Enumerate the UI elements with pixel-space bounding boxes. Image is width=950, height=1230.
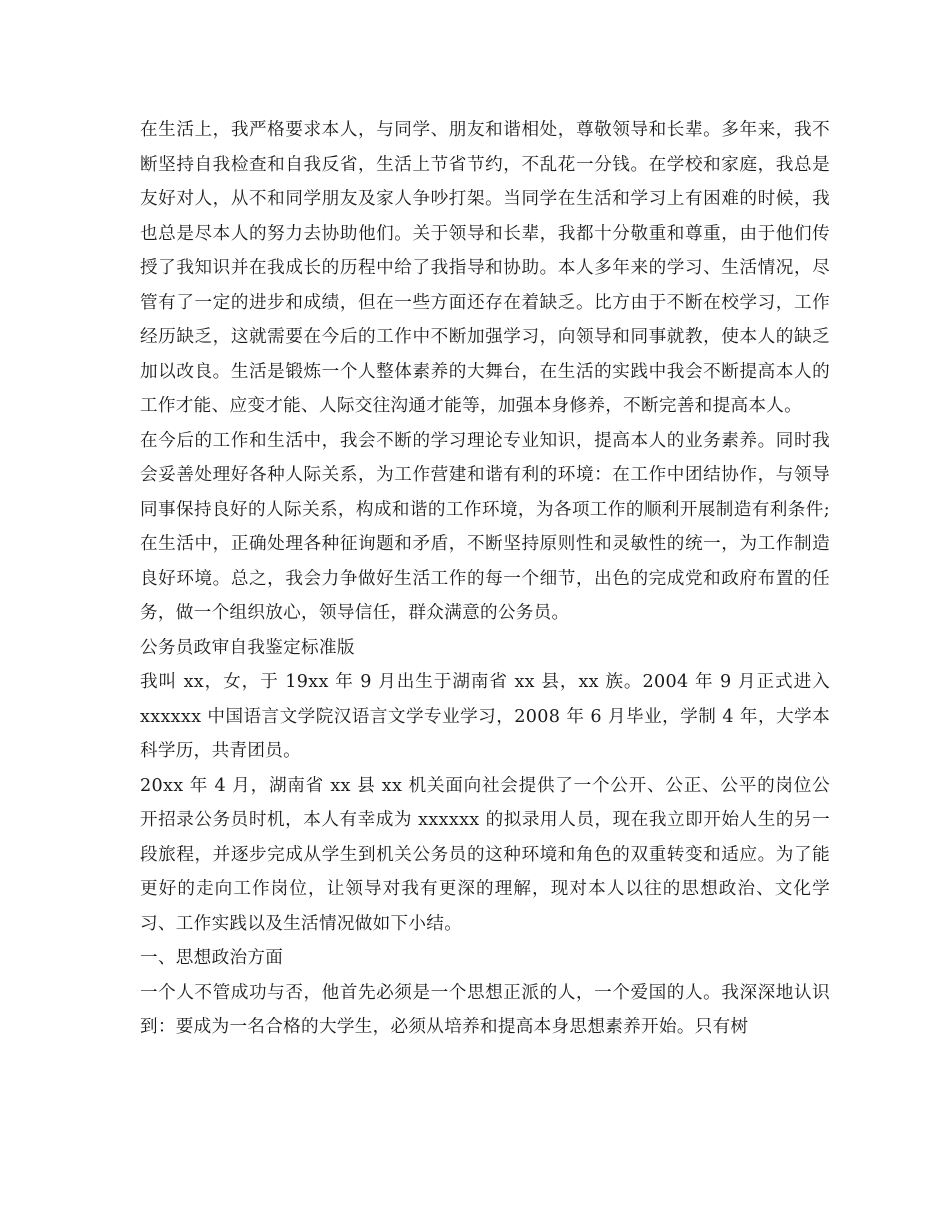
paragraph-future-work: 在今后的工作和生活中，我会不断的学习理论专业知识，提高本人的业务素养。同时我会妥善处理好各种人际关系，为工作营建和谐有利的环境：在工作中团结协作，与领导同事保持良好的人际关系，构成和谐的工作环境，为各项工作的顺利开展制造有利条件;在生活中，正确处理各种征询题和矛盾，不断坚持原则性和灵敏性的统一，为工作制造良好环境。总之，我会力争做好生活工作的每一个细节，出色的完成党和政府布置的任务，做一个组织放心，领导信任，群众满意的公务员。 xyxy=(140,430,830,623)
paragraph-recruitment: 20xx 年 4 月，湖南省 xx 县 xx 机关面向社会提供了一个公开、公正、公平的岗位公开招录公务员时机，本人有幸成为 xxxxxx 的拟录用人员，现在我立即开始人生的另一段旅程，并逐步完成从学生到机关公务员的这种环境和角色的双重转变和适应。为了能更好的走向工作岗位，让领导对我有更深的理解，现对本人以往的思想政治、文化学习、工作实践以及生活情况做如下小结。 xyxy=(140,775,830,934)
document-body xyxy=(140,113,830,1045)
section-title: 公务员政审自我鉴定标准版 xyxy=(140,637,355,658)
paragraph-politics: 一个人不管成功与否，他首先必须是一个思想正派的人，一个爱国的人。我深深地认识到：要成为一名合格的大学生，必须从培养和提高本身思想素养开始。只有树 xyxy=(140,982,830,1037)
paragraph-personal-info: 我叫 xx，女，于 19xx 年 9 月出生于湖南省 xx 县，xx 族。2004 年 9 月正式进入 xxxxxx 中国语言文学院汉语言文学专业学习，2008 年 6 月毕业，学制 4 年，大学本科学历，共青团员。 xyxy=(140,672,830,761)
paragraph-life-attitude: 在生活上，我严格要求本人，与同学、朋友和谐相处，尊敬领导和长辈。多年来，我不断坚持自我检查和自我反省，生活上节省节约，不乱花一分钱。在学校和家庭，我总是友好对人，从不和同学朋友及家人争吵打架。当同学在生活和学习上有困难的时候，我也总是尽本人的努力去协助他们。关于领导和长辈，我都十分敬重和尊重，由于他们传授了我知识并在我成长的历程中给了我指导和协助。本人多年来的学习、生活情况，尽管有了一定的进步和成绩，但在一些方面还存在着缺乏。比方由于不断在校学习，工作经历缺乏，这就需要在今后的工作中不断加强学习，向领导和同事就教，使本人的缺乏加以改良。生活是锻炼一个人整体素养的大舞台，在生活的实践中我会不断提高本人的工作才能、应变才能、人际交往沟通才能等，加强本身修养，不断完善和提高本人。 xyxy=(140,120,830,416)
section-heading-politics: 一、思想政治方面 xyxy=(140,948,284,968)
